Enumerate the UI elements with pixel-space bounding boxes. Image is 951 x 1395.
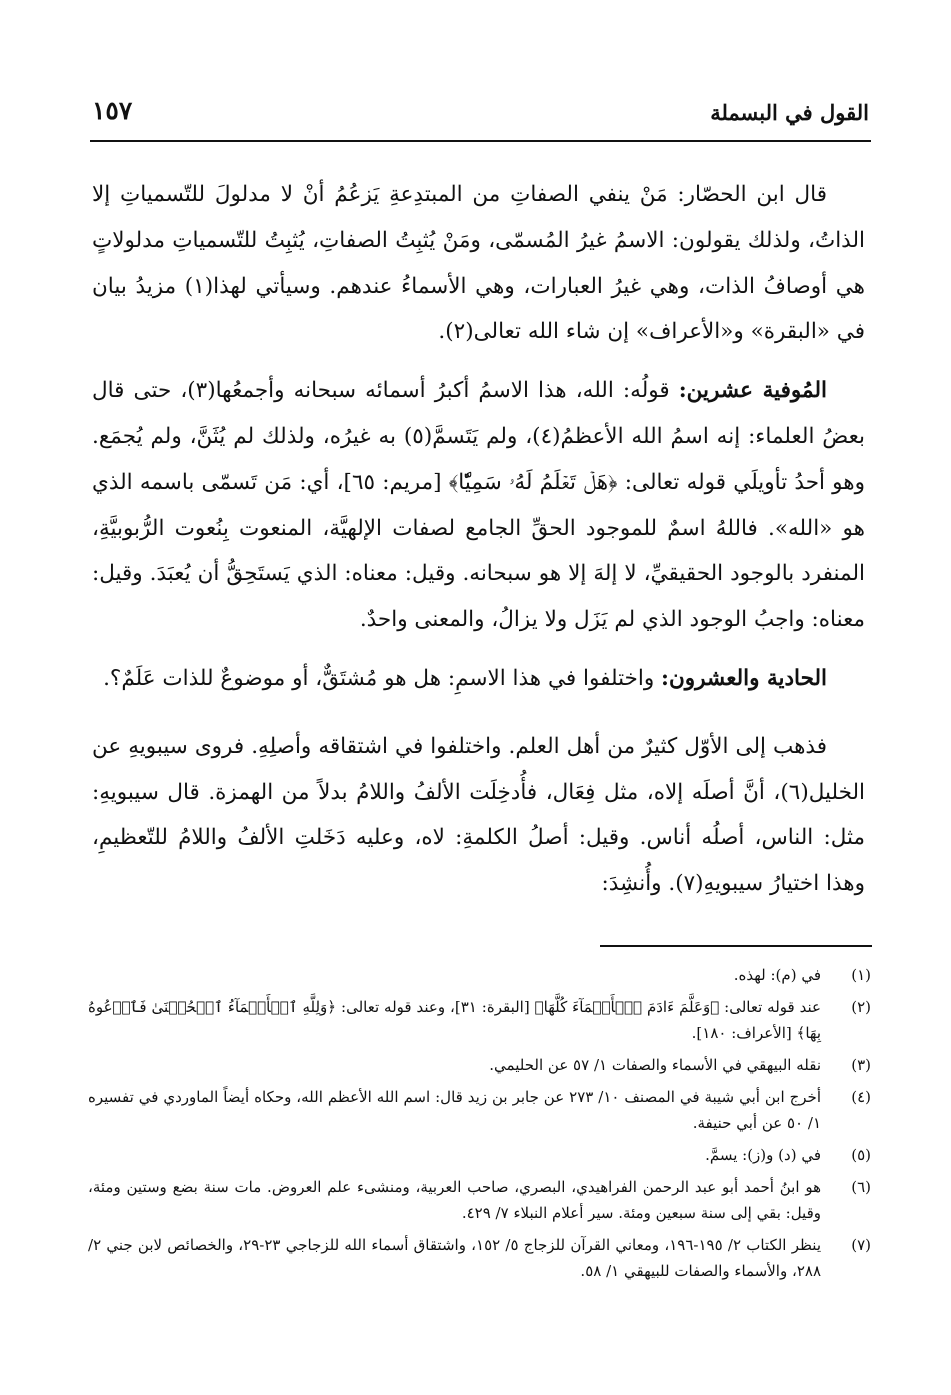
footnotes (88, 962, 871, 1290)
footnote-text: في (د) و(ز): يسمَّ. (705, 1146, 821, 1164)
footnote-text: في (م): لهذه. (733, 966, 821, 984)
footnote-number: (١) (851, 966, 871, 984)
issue-heading: الحادية والعشرون: (661, 665, 827, 691)
paragraph (92, 724, 865, 907)
footnote-text: ينظر الكتاب ٢/ ١٩٥-١٩٦، ومعاني القرآن للزجاج ٥/ ١٥٢، واشتقاق أسماء الله للزجاجي ٢٣-٢٩، والخصائص لابن جني ٢/ ٢٨٨، والأسماء والصفات للبيهقي ١/ ٥٨. (88, 1236, 821, 1280)
page-number: ١٥٧ (92, 96, 133, 125)
footnote (88, 1232, 871, 1284)
footnote (88, 994, 871, 1046)
paragraph-text: واختلفوا في هذا الاسمِ: هل هو مُشتَقٌّ، أو موضوعٌ للذات عَلَمٌ؟. (103, 665, 655, 691)
footnote-number: (٦) (851, 1178, 871, 1196)
paragraph-text: قولُه: الله، هذا الاسمُ أكبرُ أسمائه سبحانه وأجمعُها(٣)، حتى قال بعضُ العلماء: إنه اسمُ الله الأعظمُ(٤)، ولم يَتَسمَّ(٥) به غيرُه، ولذلك لم يُثَنَّ، ولم يُجمَع. وهو أحدُ تأويلَي قوله تعالى: ﴿هَلۡ تَعۡلَمُ لَهُۥ سَمِيّٗا﴾ [مريم: ٦٥]، أي: مَن تَسمّى باسمه الذي هو «الله». فاللهُ اسمٌ للموجود الحقِّ الجامع لصفات الإلهيَّة، المنعوت بِنُعوت الرُّبوبيَّةِ، المنفرد بالوجود الحقيقيِّ، لا إلهَ إلا هو سبحانه. وقيل: معناه: الذي يَستَحِقُّ أن يُعبَدَ. وقيل: معناه: واجبُ الوجود الذي لم يَزَل ولا يزالُ، والمعنى واحدٌ. (92, 378, 866, 633)
footnote (88, 962, 871, 988)
footnote (88, 1052, 871, 1078)
footnote-number: (٣) (851, 1056, 871, 1074)
footnote-number: (٢) (851, 998, 871, 1016)
paragraph (92, 368, 865, 643)
footnote-text: أخرج ابن أبي شيبة في المصنف ١٠/ ٢٧٣ عن جابر بن زيد قال: اسم الله الأعظم الله، وحكاه أيضاً الماوردي في تفسيره ١/ ٥٠ عن أبي حنيفة. (88, 1088, 821, 1132)
footnote (88, 1084, 871, 1136)
footnote-number: (٧) (851, 1236, 871, 1254)
header-rule (90, 140, 871, 142)
paragraph-text: فذهب إلى الأوّل كثيرٌ من أهل العلم. واختلفوا في اشتقاقه وأصلِهِ. فروى سيبويهِ عن الخليل(٦)، أنَّ أصلَه إلاه، مثل فِعَال، فأُدخِلَت الألفُ واللامُ بدلاً من الهمزة. قال سيبويهِ: مثل: الناس، أصلُه أناس. وقيل: أصلُ الكلمةِ: لاه، وعليه دَخَلتِ الألفُ واللامُ للتّعظيمِ، وهذا اختيارُ سيبويهِ(٧). وأُنشِدَ: (92, 733, 865, 897)
paragraph (92, 656, 865, 702)
paragraph-text: قال ابن الحصّار: مَنْ ينفي الصفاتِ من المبتدِعةِ يَزعُمُ أنْ لا مدلولَ للتّسمياتِ إلا الذاتُ، ولذلك يقولون: الاسمُ غيرُ المُسمّى، ومَنْ يُثبِتُ الصفاتِ، يُثبِتُ للتّسمياتِ مدلولاتٍ هي أوصافُ الذات، وهي غيرُ العبارات، وهي الأسماءُ عندهم. وسيأتي لهذا(١) مزيدُ بيان في «البقرة» و«الأعراف» إن شاء الله تعالى(٢). (92, 182, 865, 345)
issue-heading: المُوفية عشرين: (678, 378, 827, 404)
running-title: القول في البسملة (710, 100, 869, 125)
footnote-text: هو ابنُ أحمد أبو عبد الرحمن الفراهيدي، البصري، صاحب العربية، ومنشىء علم العروض. مات سنة بضع وستين ومئة، وقيل: بقي إلى سنة سبعين ومئة. سير أعلام النبلاء ٧/ ٤٢٩. (88, 1178, 821, 1222)
paragraph (92, 172, 865, 355)
main-text (92, 172, 865, 907)
running-header (92, 96, 869, 132)
footnote-number: (٤) (851, 1088, 871, 1106)
footnote (88, 1174, 871, 1226)
footnote (88, 1142, 871, 1168)
footnote-text: عند قوله تعالى: ﴿وَعَلَّمَ ءَادَمَ ٱلۡأَسۡمَآءَ كُلَّهَا﴾ [البقرة: ٣١]، وعند قوله تعالى: ﴿وَلِلَّهِ ٱلۡأَسۡمَآءُ ٱلۡحُسۡنَىٰ فَٱدۡعُوهُ بِهَا﴾ [الأعراف: ١٨٠]. (88, 998, 821, 1042)
footnote-rule (600, 945, 872, 947)
footnote-number: (٥) (851, 1146, 871, 1164)
footnote-text: نقله البيهقي في الأسماء والصفات ١/ ٥٧ عن الحليمي. (489, 1056, 821, 1074)
